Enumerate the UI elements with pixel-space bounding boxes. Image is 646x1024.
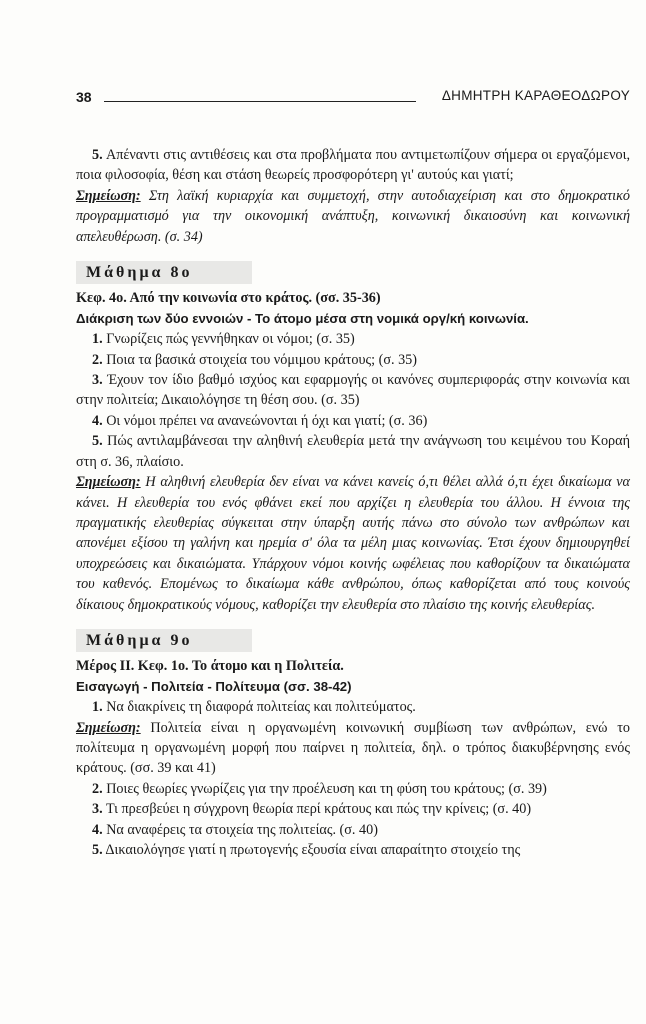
running-author: ΔΗΜΗΤΡΗ ΚΑΡΑΘΕΟΔΩΡΟΥ xyxy=(441,88,630,103)
chapter-title: Κεφ. 4ο. Από την κοινωνία στο κράτος. (σσ. 35-36) xyxy=(76,290,381,307)
question: 1. Γνωρίζεις πώς γεννήθηκαν οι νόμοι; (σ. 35) xyxy=(92,331,355,348)
question: 3. Έχουν τον ίδιο βαθμό ισχύος και εφαρμογής οι κανόνες συμπεριφοράς στην κοινωνία και στην πολιτεία; Δικαιολόγησε τη θέση σου. (σ. 35) xyxy=(76,372,631,409)
section-subtitle: Διάκριση των δύο εννοιών - Το άτομο μέσα στη νομικά οργ/κή κοινωνία. xyxy=(76,310,529,326)
question: 4. Να αναφέρεις τα στοιχεία της πολιτείας. (σ. 40) xyxy=(92,821,378,838)
page-number: 38 xyxy=(76,89,92,105)
chapter-title: Μέρος ΙΙ. Κεφ. 1ο. Το άτομο και η Πολιτεία. xyxy=(76,658,344,675)
question: 5. Δικαιολόγησε γιατί η πρωτογενής εξουσία είναι απαραίτητο στοιχείο της xyxy=(92,842,521,858)
question: 2. Ποια τα βασικά στοιχεία του νόμιμου κράτους; (σ. 35) xyxy=(92,351,417,368)
header-rule xyxy=(104,101,416,102)
page-body xyxy=(76,145,630,860)
question: 4. Οι νόμοι πρέπει να ανανεώνονται ή όχι και γιατί; (σ. 36) xyxy=(92,412,428,429)
question: 5. Απέναντι στις αντιθέσεις και στα προβλήματα που αντιμετωπίζουν σήμερα οι εργαζόμενοι, ποια φιλοσοφία, θέση και στάση θεωρείς προσφορότερη γι' αυτούς και γιατί; xyxy=(76,147,631,184)
question: 2. Ποιες θεωρίες γνωρίζεις για την προέλευση και τη φύση του κράτους; (σ. 39) xyxy=(92,780,547,797)
running-header xyxy=(76,88,630,108)
note: Σημείωση: Η αληθινή ελευθερία δεν είναι να κάνει κανείς ό,τι θέλει αλλά ό,τι έχει δικαίωμα να κάνει. Η ελευθερία του ενός φθάνει εκεί που αρχίζει η ελευθερία του άλλου. Η έννοια της πραγματικής ελευθερίας σύγκειται στην ύπαρξη αυτής πάνω στο σύνολο των ανθρώπων και απονέμει εξίσου τη γαλήνη και ηρεμία σ' όλα τα μέλη μιας κοινωνίας. Έτσι έχουν δημιουργηθεί υποχρεώσεις και δικαιώματα. Υπάρχουν νόμοι κοινής ωφέλειας που καθορίζουν τα δικαιώματα του καθενός. Επομένως το δικαίωμα κάθε ανθρώπου, όπως καθορίζεται από τους κοινούς δίκαιους δημοκρατικούς νόμους, καθορίζει την ελευθερία στο πλαίσιο της κοινής ελευθερίας. xyxy=(76,474,630,613)
section-subtitle: Εισαγωγή - Πολιτεία - Πολίτευμα (σσ. 38-42) xyxy=(76,678,352,694)
note: Σημείωση: Στη λαϊκή κυριαρχία και συμμετοχή, στην αυτοδιαχείριση και στο δημοκρατικό προγραμματισμό για την οικονομική ανάπτυξη, κοινωνική δικαιοσύνη και κοινωνική απελευθέρωση. (σ. 34) xyxy=(76,187,630,245)
question: 5. Πώς αντιλαμβάνεσαι την αληθινή ελευθερία μετά την ανάγνωση του κειμένου του Κοραή στη σ. 36, πλαίσιο. xyxy=(76,433,630,470)
question: 3. Τι πρεσβεύει η σύγχρονη θεωρία περί κράτους και πώς την κρίνεις; (σ. 40) xyxy=(92,801,532,818)
lesson-heading: Μάθημα 8ο xyxy=(76,261,252,284)
question: 1. Να διακρίνεις τη διαφορά πολιτείας και πολιτεύματος. xyxy=(92,699,416,716)
lesson-heading: Μάθημα 9ο xyxy=(76,629,252,652)
note: Σημείωση: Πολιτεία είναι η οργανωμένη κοινωνική συμβίωση των ανθρώπων, ενώ το πολίτευμα η οργανωμένη μορφή που παίρνει η πολιτεία, δηλ. ο τρόπος διακυβέρνησης ενός κράτους. (σσ. 39 και 41) xyxy=(76,719,630,777)
